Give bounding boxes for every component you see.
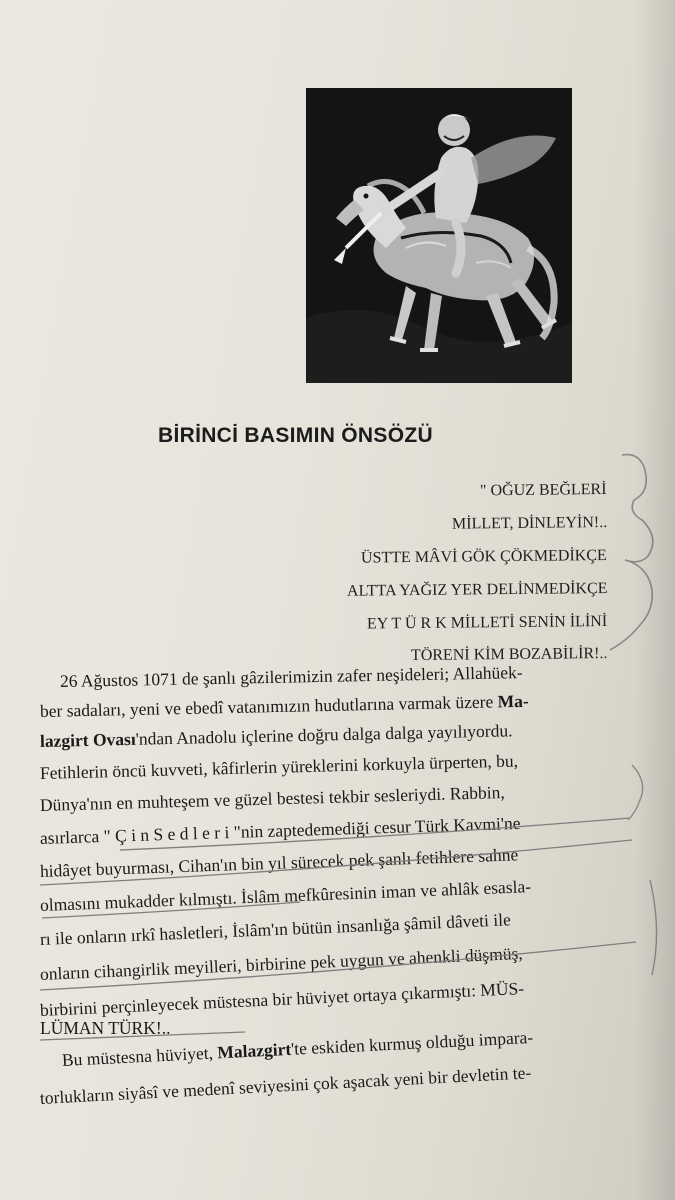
verse-line: ÜSTTE MÂVİ GÖK ÇÖKMEDİKÇE [361, 547, 608, 567]
text-line: ber sadaları, yeni ve ebedî vatanımızın hudutlarına varmak üzere Ma- [39, 690, 529, 721]
pencil-brace-mark [622, 455, 653, 562]
text-line: 26 Ağustos 1071 de şanlı gâzilerimizin zafer neşideleri; Allahüek- [59, 662, 523, 691]
pencil-bracket [650, 880, 657, 975]
text-line: hidâyet buyurması, Cihan'ın bin yıl sürecek pek şanlı fetihlere sahne [39, 844, 519, 881]
text-line: torlukların siyâsî ve medenî seviyesini çok aşacak yeni bir devletin te- [39, 1062, 532, 1108]
verse-line: TÖRENİ KİM BOZABİLİR!.. [410, 645, 608, 665]
verse-line: ALTTA YAĞIZ YER DELİNMEDİKÇE [346, 580, 608, 600]
text-line: Bu müstesna hüviyet, Malazgirt'te eskiden kurmuş olduğu impara- [61, 1026, 534, 1070]
verse-line: " OĞUZ BEĞLERİ [480, 481, 608, 500]
text-line: onların cihangirlik meyilleri, birbirine pek uygun ve ahenkli düşmüş, [39, 942, 524, 984]
pencil-brace-mark [610, 560, 652, 650]
text-line: lazgirt Ovası'ndan Anadolu içlerine doğru dalga dalga yayılıyordu. [39, 720, 513, 751]
text-line: olmasını mukadder kılmıştı. İslâm mefkûresinin iman ve ahlâk esasla- [39, 876, 532, 915]
horseman-illustration [306, 88, 572, 383]
text-line: LÜMAN TÜRK!.. [40, 1018, 171, 1038]
page-title: BİRİNCİ BASIMIN ÖNSÖZÜ [158, 424, 433, 447]
text-line: birbirini perçinleyecek müstesna bir hüviyet ortaya çıkarmıştı: MÜS- [39, 978, 525, 1020]
verse-line: EY T Ü R K MİLLETİ SENİN İLİNİ [366, 613, 608, 633]
verse-line: MİLLET, DİNLEYİN!.. [451, 514, 608, 533]
text-line: rı ile onların ırkî hasletleri, İslâm'ın bütün insanlığa şâmil dâveti ile [39, 909, 512, 949]
text-line: asırlarca " Ç i n S e d l e r i "nin zaptedemediği cesur Türk Kavmi'ne [39, 812, 521, 848]
text-line: Fetihlerin öncü kuvveti, kâfirlerin yüreklerini korkuyla ürperten, bu, [39, 750, 519, 783]
text-line: Dünya'nın en muhteşem ve güzel bestesi tekbir sesleriydi. Rabbin, [39, 782, 505, 815]
pencil-bracket [628, 765, 643, 820]
warrior-on-horse-icon [306, 88, 572, 383]
